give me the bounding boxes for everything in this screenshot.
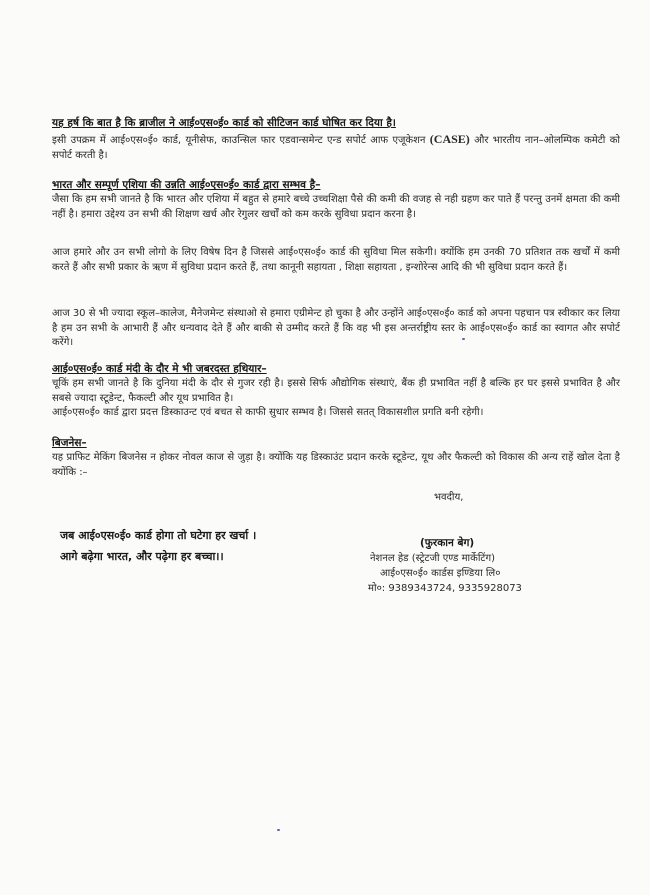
paragraph-education-cost: जैसा कि हम सभी जानते है कि भारत और एशिया में बहुत से हमारे बच्चे उच्चशिक्षा पैसे की कमी की वजह से नही ग्रहण कर पाते हैं परन्तु उनमें क्षमता की कमी नहीं है। हमारा उद्देश्य उन सभी की शिक्षण खर्च और रेगुलर खर्चों को कम करके सुविधा प्रदान करना है। xyxy=(52,194,620,220)
case-abbreviation: (CASE) xyxy=(429,132,470,146)
slogan-line-1: जब आई०एस०ई० कार्ड होगा तो घटेगा हर खर्चा । xyxy=(60,529,257,542)
signatory-company: आई०एस०ई० कार्डस इण्डिया लि० xyxy=(380,568,501,579)
signatory-name: (फुरकान बेग) xyxy=(420,537,475,549)
scan-mark xyxy=(462,338,465,340)
paragraph-discount-savings: आई०एस०ई० कार्ड द्वारा प्रदत्त डिस्काउन्ट एवं बचत से काफी सुधार सम्भव है। जिससे सतत् विकासशील प्रगति बनी रहेगी। xyxy=(52,407,484,418)
paragraph-agreements: आज 30 से भी ज्यादा स्कूल–कालेज, मैनेजमेन्ट संस्थाओ से हमारा एग्रीमेन्ट हो चुका है और उन्होंने आई०एस०ई० कार्ड को अपना पहचान पत्र स्वीकार कर लिया है हम उन सभी के आभारी हैं और धन्यवाद देते हैं और बाकी से उम्मीद करते हैं कि वह भी इस अन्तर्राष्ट्रीय स्तर के आई०एस०ई० कार्ड का स्वागत और सपोर्ट करेंगे। xyxy=(52,308,621,348)
scan-mark xyxy=(277,829,280,831)
paragraph-recession: चूकिं हम सभी जानते है कि दुनिया मंदी के दौर से गुजर रही है। इससे सिर्फ औद्योगिक संस्थाएं, बैंक ही प्रभावित नहीं है बल्कि हर घर इससे प्रभावित है और सबसे ज्यादा स्टूडेन्ट, फैकल्टी और यूथ प्रभावित है। xyxy=(52,378,620,404)
paragraph-business: यह प्राफिट मेकिंग बिजनेस न होकर नोवल काज से जुड़ा है। क्योंकि यह डिस्काउंट प्रदान करके स्टूडेन्ट, यूथ और फैकल्टी को विकास की अन्य राहें खोल देता है क्योंकि :– xyxy=(52,452,620,478)
heading-india-asia-progress: भारत और सम्पूर्ण एशिया की उन्नति आई०एस०ई० कार्ड द्वारा सम्भव है– xyxy=(52,179,321,191)
paragraph-special-day: आज हमारे और उन सभी लोगो के लिए विषेष दिन है जिससे आई०एस०ई० कार्ड की सुविधा मिल सकेगी। क्योंकि हम उनकी 70 प्रतिशत तक खर्चों में कमी करते हैं और सभी प्रकार के ऋण में सुविधा प्रदान करते हैं, तथा कानूनी सहायता , शिक्षा सहायता , इन्शोरेन्स आदि की भी सुविधा प्रदान करते हैं। xyxy=(52,247,620,273)
signatory-title: नेशनल हेड (स्ट्रेटजी एण्ड मार्केटिंग) xyxy=(370,553,495,564)
paragraph-support-text-end: और भारतीय नान–ओलम्पिक कमेटी को सपोर्ट करती है। xyxy=(52,135,620,161)
heading-brazil-citizen-card: यह हर्ष कि बात है कि ब्राजील ने आई०एस०ई० कार्ड को सीटिजन कार्ड घोषित कर दिया है। xyxy=(52,117,396,129)
slogan-line-2: आगे बढ़ेगा भारत, और पढ़ेगा हर बच्चा।। xyxy=(60,550,224,563)
paragraph-support xyxy=(52,132,620,163)
heading-recession-weapon: आई०एस०ई० कार्ड मंदी के दौर मे भी जबरदस्त हथियार– xyxy=(52,363,267,375)
closing-salutation: भवदीय, xyxy=(434,492,464,503)
heading-business: बिजनेस– xyxy=(52,437,87,449)
paragraph-support-text: इसी उपक्रम में आई०एस०ई० कार्ड, यूनीसेफ, काउन्सिल फार एडवान्समेन्ट एन्ड सपोर्ट आफ एजूकेशन xyxy=(52,135,430,146)
signatory-phone: मो०: 9389343724, 9335928073 xyxy=(368,583,522,594)
